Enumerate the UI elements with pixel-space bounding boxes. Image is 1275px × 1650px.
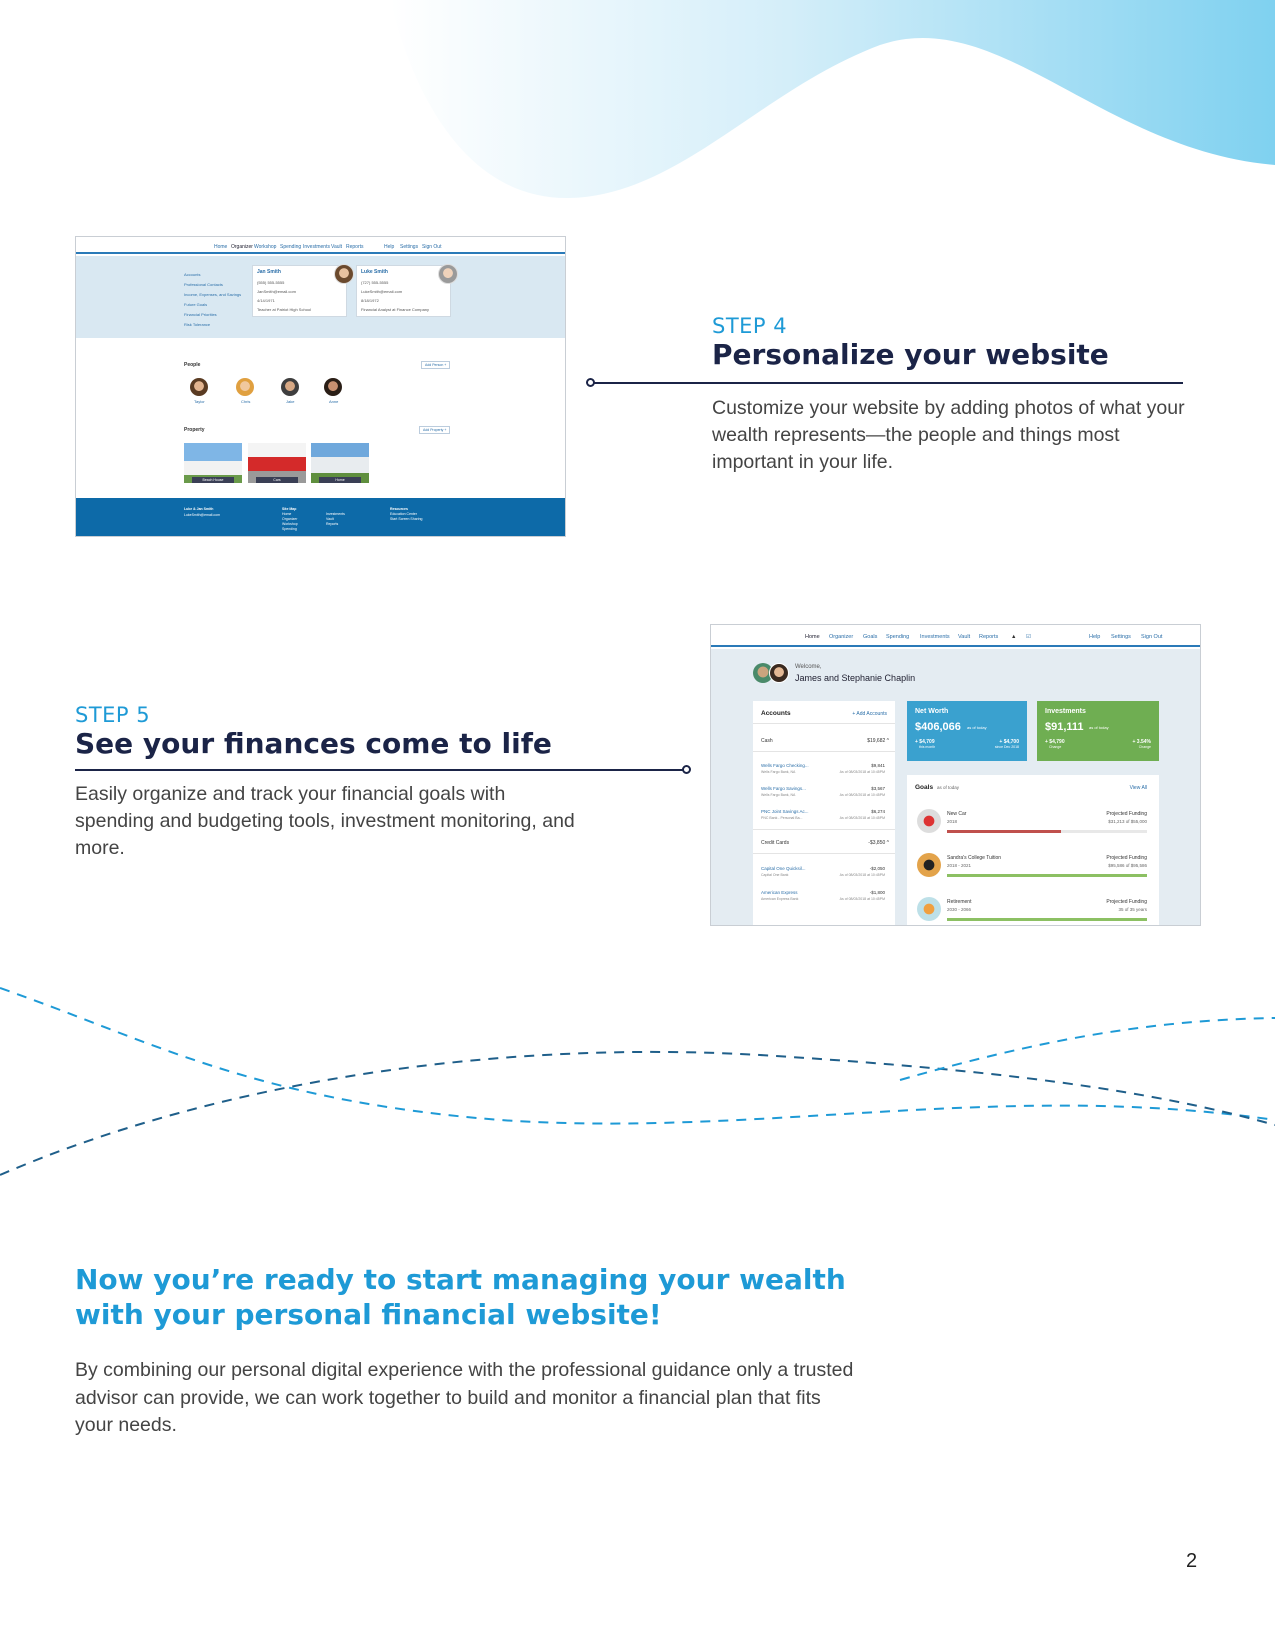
- nav-home: Home: [214, 244, 228, 250]
- goal-projected-label: Projected Funding: [1106, 899, 1147, 905]
- credit-total: -$3,850 ^: [868, 840, 889, 846]
- nav-sign-out: Sign Out: [1141, 634, 1163, 640]
- property-caption: Beach House: [192, 477, 234, 483]
- person-name: Luke Smith: [361, 269, 388, 275]
- account-asof: As of 08/03/2018 at 10:45PM: [839, 873, 885, 877]
- investments-asof: as of today: [1089, 725, 1109, 730]
- step5-rule-dot: [682, 765, 691, 774]
- person-name-label: Anne: [329, 399, 339, 404]
- account-amount: -$2,050: [869, 866, 885, 871]
- goal-name: New Car: [947, 811, 967, 817]
- accounts-title: Accounts: [761, 710, 791, 717]
- nav-organizer: Organizer: [829, 634, 854, 640]
- goal-years: 2018: [947, 819, 958, 824]
- accounts-panel: [753, 701, 895, 926]
- investments-change: + $4,790: [1045, 739, 1065, 745]
- account-bank: Capital One Bank: [761, 873, 789, 877]
- nav-vault: Vault: [331, 244, 343, 250]
- nav-investments: Investments: [303, 244, 330, 250]
- nav-help: Help: [384, 244, 395, 250]
- footer-text: Luke & Jan Smith: [184, 507, 214, 511]
- nav-goals: Goals: [863, 634, 878, 640]
- net-worth-asof: as of today: [967, 725, 987, 730]
- page-number: 2: [1186, 1550, 1198, 1572]
- nav-settings: Settings: [1111, 634, 1131, 640]
- goal-projected-value: $31,213 of $55,000: [1108, 819, 1147, 824]
- goal-years: 2030 - 2066: [947, 907, 972, 912]
- net-worth-change: + $4,700: [999, 739, 1019, 745]
- nav-vault: Vault: [958, 634, 971, 640]
- goal-years: 2018 - 2021: [947, 863, 972, 868]
- investments-tile[interactable]: [1037, 701, 1159, 761]
- step5-title: See your finances come to life: [75, 727, 552, 760]
- nav-investments: Investments: [920, 634, 950, 640]
- goal-name: Sandra's College Tuition: [947, 855, 1002, 861]
- person-card-jan: [252, 265, 347, 317]
- avatar: [438, 264, 458, 284]
- account-asof: As of 08/03/2018 at 10:45PM: [839, 793, 885, 797]
- goal-projected-label: Projected Funding: [1106, 811, 1147, 817]
- side-link: Risk Tolerance: [184, 322, 211, 327]
- net-worth-change-label: this month: [919, 745, 936, 749]
- account-amount: $3,567: [871, 786, 885, 791]
- account-amount: -$1,800: [869, 890, 885, 895]
- goal-progress-bar: [947, 918, 1147, 921]
- net-worth-tile[interactable]: [907, 701, 1027, 761]
- person-job: Teacher at Patriot High School: [257, 307, 312, 312]
- side-link: Income, Expenses, and Savings: [184, 292, 242, 297]
- investments-change-label: Change: [1049, 745, 1062, 749]
- dashboard-screenshot: [710, 624, 1201, 926]
- nav-settings: Settings: [400, 244, 419, 250]
- footer-link[interactable]: Reports: [326, 522, 339, 526]
- net-worth-change: + $4,709: [915, 739, 935, 745]
- avatar: [281, 378, 299, 396]
- goal-image: [917, 897, 941, 921]
- investments-change-label: Change: [1138, 745, 1151, 749]
- view-all-link[interactable]: View All: [1129, 785, 1147, 791]
- property-home: [311, 443, 369, 483]
- people-heading: People: [184, 362, 201, 368]
- side-link: Professional Contacts: [184, 282, 223, 287]
- net-worth-change-label: since Dec 2018: [994, 745, 1019, 749]
- nav-reports: Reports: [979, 634, 999, 640]
- goals-panel: [907, 775, 1159, 926]
- footer-text: Resources: [390, 507, 408, 511]
- footer-link[interactable]: Education Center: [390, 512, 418, 516]
- property-heading: Property: [184, 427, 205, 433]
- account-bank: American Express Bank: [761, 897, 799, 901]
- account-bank: Wells Fargo Bank, NA: [761, 793, 796, 797]
- goal-image: [917, 853, 941, 877]
- property-caption: Cars: [256, 477, 298, 483]
- step4-body: Customize your website by adding photos of what your wealth represents—the people and things most important in your life.: [712, 397, 1185, 473]
- person-phone: (555) 555-5555: [257, 280, 285, 285]
- bell-icon[interactable]: ▲: [1011, 634, 1017, 640]
- investments-title: Investments: [1045, 708, 1086, 715]
- cash-label: Cash: [761, 738, 773, 744]
- account-link[interactable]: American Express: [761, 890, 798, 895]
- person-dob: 8/18/1972: [361, 298, 379, 303]
- organizer-screenshot: [75, 236, 566, 537]
- step4-label: STEP 4: [712, 314, 788, 338]
- nav-home: Home: [805, 634, 820, 640]
- nav-workshop: Workshop: [254, 244, 277, 250]
- goal-progress-fill: [947, 874, 1147, 877]
- footer-link[interactable]: Vault: [326, 517, 334, 521]
- nav-spending: Spending: [886, 634, 910, 640]
- account-bank: Wells Fargo Bank, NA: [761, 770, 796, 774]
- avatar: [324, 378, 342, 396]
- person-phone: (727) 555-5555: [361, 280, 389, 285]
- property-beach-house: [184, 443, 242, 483]
- side-link: Future Goals: [184, 302, 208, 307]
- goal-progress-fill: [947, 830, 1061, 833]
- nav-help: Help: [1089, 634, 1101, 640]
- nav-sign-out: Sign Out: [422, 244, 442, 250]
- person-name-label: Taylor: [194, 399, 205, 404]
- add-person-button[interactable]: Add Person +: [421, 361, 450, 369]
- avatar: [769, 663, 789, 683]
- net-worth-title: Net Worth: [915, 708, 949, 715]
- person-card-luke: [356, 265, 451, 317]
- goal-projected-value: $95,586 of $95,586: [1108, 863, 1147, 868]
- nav-spending: Spending: [280, 244, 302, 250]
- footer-link[interactable]: Workshop: [282, 522, 298, 526]
- account-amount: $6,274: [871, 809, 885, 814]
- avatar: [334, 264, 354, 284]
- account-asof: As of 08/03/2018 at 10:45PM: [839, 897, 885, 901]
- checkbox-icon[interactable]: ☑: [1026, 634, 1031, 640]
- account-asof: As of 08/03/2018 at 10:45PM: [839, 770, 885, 774]
- account-link[interactable]: Capital One Quicksil...: [761, 866, 806, 871]
- person-job: Financial Analyst at Finance Company: [361, 307, 430, 312]
- step5-label: STEP 5: [75, 703, 151, 727]
- footer-link[interactable]: Start Screen Sharing: [390, 517, 423, 521]
- person-name-label: Jake: [286, 399, 295, 404]
- property-cars: [248, 443, 306, 483]
- footer-link[interactable]: Investments: [326, 512, 345, 516]
- goals-asof: as of today: [937, 785, 960, 790]
- client-names: James and Stephanie Chaplin: [795, 673, 916, 683]
- organizer-footer: [76, 498, 565, 536]
- goal-name: Retirement: [947, 899, 972, 905]
- account-asof: As of 08/03/2018 at 10:45PM: [839, 816, 885, 820]
- account-link[interactable]: Wells Fargo Savings...: [761, 786, 806, 791]
- net-worth-value: $406,066: [915, 721, 961, 733]
- account-bank: PNC Bank - Personal Ba...: [761, 816, 803, 820]
- cash-total: $19,682 ^: [867, 738, 889, 744]
- avatar: [190, 378, 208, 396]
- investments-change: + 3.54%: [1132, 739, 1151, 745]
- goal-image: [917, 809, 941, 833]
- account-link[interactable]: PNC Joint Savings Ac...: [761, 809, 809, 814]
- footer-text: LukeSmith@email.com: [184, 513, 221, 517]
- footer-link[interactable]: Home: [282, 512, 292, 516]
- person-name: Jan Smith: [257, 269, 281, 275]
- credit-label: Credit Cards: [761, 840, 790, 846]
- step4-rule: [593, 382, 1183, 384]
- welcome-label: Welcome,: [795, 664, 822, 670]
- nav-reports: Reports: [346, 244, 364, 250]
- side-link: Accounts: [184, 272, 201, 277]
- person-name-label: Chris: [241, 399, 251, 404]
- goals-title: Goals: [915, 784, 934, 791]
- goal-progress-bar: [947, 830, 1147, 833]
- side-link: Financial Priorities: [184, 312, 217, 317]
- cta-heading: Now you’re ready to start managing your wealth with your personal financial website!: [75, 1263, 846, 1331]
- step5-body: Easily organize and track your financial goals with spending and budgeting tools, investment monitoring, and more.: [75, 783, 575, 859]
- credit-row[interactable]: [761, 840, 889, 846]
- cash-row[interactable]: [761, 738, 889, 744]
- person-email: JanSmith@email.com: [257, 289, 296, 294]
- footer-text: Site Map: [282, 507, 297, 511]
- person-email: LukeSmith@email.com: [361, 289, 403, 294]
- add-accounts-button[interactable]: + Add Accounts: [852, 711, 887, 717]
- organizer-nav: [76, 237, 565, 254]
- step5-rule: [75, 769, 685, 771]
- goal-progress-fill: [947, 918, 1147, 921]
- footer-link[interactable]: Spending: [282, 527, 297, 531]
- account-amount: $9,841: [871, 763, 885, 768]
- investments-value: $91,111: [1045, 721, 1084, 733]
- goal-progress-bar: [947, 874, 1147, 877]
- avatar: [236, 378, 254, 396]
- add-property-button[interactable]: Add Property +: [419, 426, 450, 434]
- nav-organizer: Organizer: [231, 244, 253, 250]
- dashed-wave-decoration: [0, 970, 1275, 1190]
- step4-rule-dot: [586, 378, 595, 387]
- goal-projected-label: Projected Funding: [1106, 855, 1147, 861]
- top-wave-decoration: [0, 0, 1275, 210]
- account-link[interactable]: Wells Fargo Checking...: [761, 763, 809, 768]
- footer-link[interactable]: Organizer: [282, 517, 298, 521]
- cta-body: By combining our personal digital experience with the professional guidance only a trusted advisor can provide, we can work together to build and monitor a financial plan that fits your needs.: [75, 1359, 854, 1436]
- dashboard-nav: [711, 625, 1200, 647]
- person-dob: 4/14/1971: [257, 298, 275, 303]
- goal-projected-value: 35 of 35 years: [1118, 907, 1147, 912]
- step4-title: Personalize your website: [712, 338, 1109, 371]
- property-caption: Home: [319, 477, 361, 483]
